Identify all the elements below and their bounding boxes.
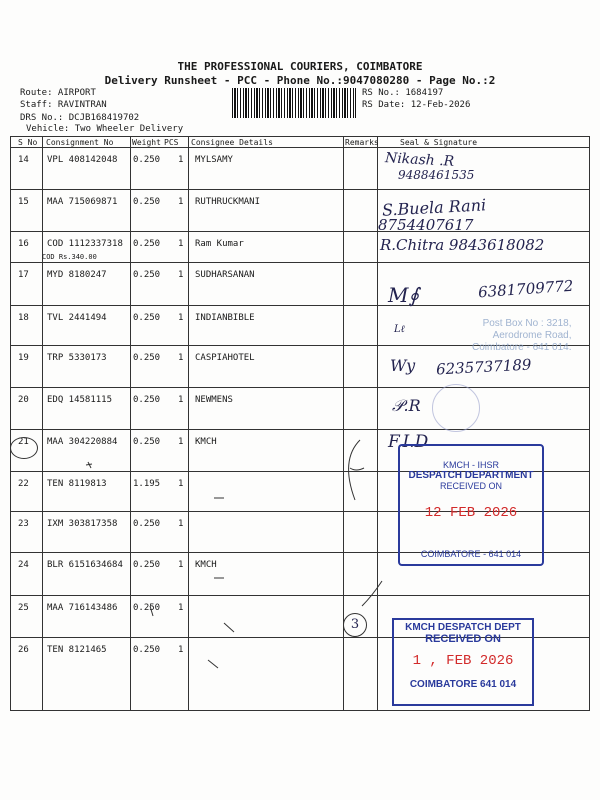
row-consignment-no: TEN 8121465 [47, 645, 107, 655]
row-pcs: 1 [178, 270, 184, 280]
row-consignment-no: IXM 303817358 [47, 519, 118, 529]
row-consignee: SUDHARSANAN [195, 270, 255, 280]
runsheet-subtitle: Delivery Runsheet - PCC - Phone No.:9047080280 - Page No.:2 [104, 74, 496, 87]
phone-row17: 6381709772 [477, 276, 574, 302]
row-consignment-no: MAA 716143486 [47, 603, 118, 613]
faded-address-stamp: Post Box No : 3218, Aerodrome Road, Coimbatore - 641 014. [472, 318, 572, 353]
phone-row15: 8754407617 [378, 216, 474, 234]
row-weight: 0.250 [133, 270, 161, 280]
phone-row14: 9488461535 [398, 168, 475, 182]
row-pcs: 1 [178, 353, 184, 363]
row-pcs: 1 [178, 519, 184, 529]
received-stamp-kmch-ihsr: KMCH - IHSR DESPATCH DEPARTMENT RECEIVED ON 12 FEB 2026 COIMBATORE - 641 014 [398, 444, 544, 566]
row-weight: 0.250 [133, 239, 161, 249]
staff-label: Staff: RAVINTRAN [20, 100, 107, 110]
row-consignee: CASPIAHOTEL [195, 353, 255, 363]
row-consignment-no: TVL 2441494 [47, 313, 107, 323]
scribble-row18: Lℓ [394, 324, 405, 335]
row-weight: 0.250 [133, 437, 161, 447]
rs-date: RS Date: 12-Feb-2026 [362, 100, 471, 110]
col-remarks: Remarks [345, 138, 379, 147]
row-pcs: 1 [178, 313, 184, 323]
row-weight: 0.250 [133, 353, 161, 363]
row-sno: 23 [18, 519, 29, 529]
row-sno: 21 [18, 437, 29, 447]
row-weight: 0.250 [133, 645, 161, 655]
col-consignee: Consignee Details [191, 138, 273, 147]
row-pcs: 1 [178, 155, 184, 165]
route-label: Route: AIRPORT [20, 88, 96, 98]
row-pcs: 1 [178, 437, 184, 447]
received-stamp-despatch-dept: KMCH DESPATCH DEPT RECEIVED ON 1 , FEB 2026 COIMBATORE 641 014 [392, 618, 534, 706]
row-consignee: MYLSAMY [195, 155, 233, 165]
row-weight: 1.195 [133, 479, 161, 489]
row-weight: 0.250 [133, 519, 161, 529]
rs-number: RS No.: 1684197 [362, 88, 444, 98]
row-pcs: 1 [178, 560, 184, 570]
row-consignee: NEWMENS [195, 395, 233, 405]
row-pcs: 1 [178, 395, 184, 405]
row-sno: 18 [18, 313, 29, 323]
row-weight: 0.250 [133, 313, 161, 323]
row-consignment-no: COD 1112337318 [47, 239, 123, 249]
row-cod-note: COD Rs.340.00 [42, 253, 97, 261]
signature-row16: R.Chitra 9843618082 [380, 236, 545, 254]
row-pcs: 1 [178, 239, 184, 249]
col-sno: S No [18, 138, 38, 147]
signature-row15: S.Buela Rani [381, 195, 487, 220]
row-sno: 24 [18, 560, 29, 570]
row-weight: 0.250 [133, 603, 161, 613]
col-seal-signature: Seal & Signature [400, 138, 478, 147]
row-sno: 14 [18, 155, 29, 165]
row-pcs: 1 [178, 197, 184, 207]
row-weight: 0.250 [133, 395, 161, 405]
row-sno: 19 [18, 353, 29, 363]
scribble-row17: M∮ [388, 283, 419, 307]
faded-round-stamp [432, 384, 480, 432]
row-consignee: KMCH [195, 560, 217, 570]
row-consignment-no: EDQ 14581115 [47, 395, 113, 405]
drs-label: DRS No.: DCJB168419702 [20, 113, 140, 123]
row-sno: 26 [18, 645, 29, 655]
row-weight: 0.250 [133, 197, 161, 207]
row-weight: 0.250 [133, 155, 161, 165]
row-consignment-no: MYD 8180247 [47, 270, 107, 280]
row-consignment-no: MAA 304220884 [47, 437, 118, 447]
row-sno: 20 [18, 395, 29, 405]
row-consignee: Ram Kumar [195, 239, 244, 249]
row-consignment-no: MAA 715069871 [47, 197, 118, 207]
scribble-row20: 𝒫.R [392, 396, 421, 415]
row-pcs: 1 [178, 479, 184, 489]
row-sno: 15 [18, 197, 29, 207]
row-sno: 16 [18, 239, 29, 249]
row-sno: 25 [18, 603, 29, 613]
row-consignee: RUTHRUCKMANI [195, 197, 261, 207]
col-pcs: PCS [164, 138, 179, 147]
row-consignment-no: TEN 8119813 [47, 479, 107, 489]
row-sno: 22 [18, 479, 29, 489]
phone-row19: 6235737189 [435, 355, 532, 379]
row-sno: 17 [18, 270, 29, 280]
circled-three-mark: 3 [343, 613, 367, 637]
row-consignee: KMCH [195, 437, 217, 447]
row-pcs: 1 [178, 645, 184, 655]
row-consignment-no: BLR 6151634684 [47, 560, 123, 570]
row-consignee: INDIANBIBLE [195, 313, 255, 323]
col-weight: Weight [132, 138, 161, 147]
signature-row14: Nikash .R [384, 150, 455, 170]
row-weight: 0.250 [133, 560, 161, 570]
row-pcs: 1 [178, 603, 184, 613]
row-consignment-no: TRP 5330173 [47, 353, 107, 363]
row-consignment-no: VPL 408142048 [47, 155, 118, 165]
vehicle-label: Vehicle: Two Wheeler Delivery [26, 124, 184, 134]
col-consignment: Consignment No [46, 138, 114, 147]
scribble-row19: Wy [390, 356, 416, 375]
company-title: THE PROFESSIONAL COURIERS, COIMBATORE [177, 60, 423, 73]
note-row21: F.I.D [388, 432, 429, 452]
